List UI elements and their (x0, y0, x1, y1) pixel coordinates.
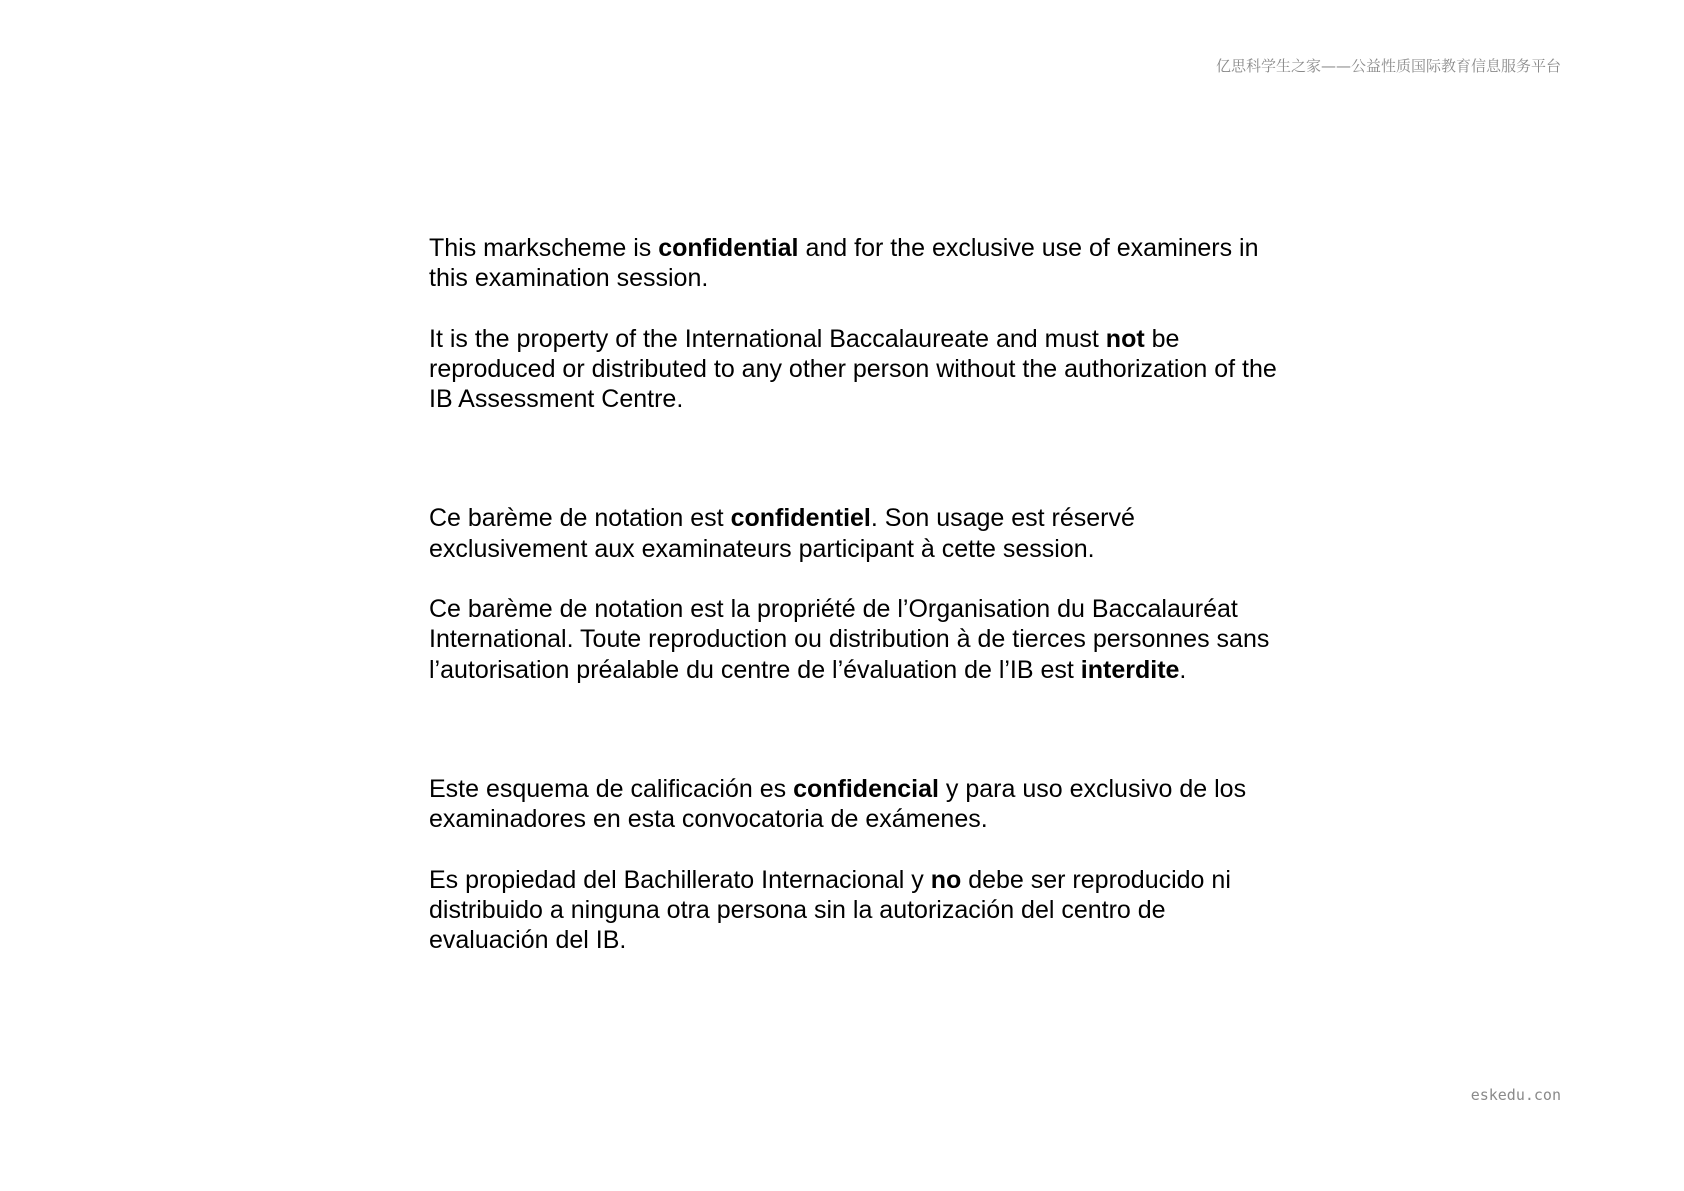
french-p1-text: Ce barème de notation est (429, 504, 731, 533)
french-p2-text: Ce barème de notation est la propriété de l’Organisation du Baccalauréat International. Toute reproduction ou distribution à de tierces personnes sans l’autorisation préalable du centre de l’évaluation de l’IB est (429, 595, 1270, 684)
english-p2-text: It is the property of the International Baccalaureate and must (429, 324, 1106, 353)
spanish-p1-text: Este esquema de calificación es (429, 774, 794, 803)
english-p1-text: This markscheme is (429, 234, 659, 262)
english-p1-emphasis: confidential (658, 234, 799, 262)
french-p2-text-end: . (1179, 655, 1187, 684)
spacer (429, 835, 1289, 865)
spacer (429, 564, 1289, 594)
header-watermark: 亿思科学生之家——公益性质国际教育信息服务平台 (1215, 57, 1561, 75)
spanish-p1-text-end: y para uso exclusivo de los examinadores en esta convocatoria de exámenes. (429, 774, 1247, 834)
spanish-property-paragraph (429, 865, 1289, 956)
confidentiality-notice (429, 233, 1289, 955)
french-p1-text-end: . Son usage est réservé exclusivement aux examinateurs participant à cette session. (429, 504, 1135, 563)
english-p2-emphasis: not (1105, 324, 1145, 353)
spanish-p1-emphasis: confidencial (793, 774, 939, 803)
spanish-p2-text-end: debe ser reproducido ni distribuido a ninguna otra persona sin la autorización del centro de evaluación del IB. (429, 865, 1231, 955)
french-confidential-paragraph (429, 503, 1289, 564)
footer-watermark: eskedu.con (1470, 1086, 1561, 1104)
french-p2-emphasis: interdite (1080, 655, 1180, 684)
english-p2-text-end: be reproduced or distributed to any other person without the authorization of the IB Assessment Centre. (429, 324, 1277, 414)
spanish-confidential-paragraph (429, 774, 1289, 835)
spanish-p2-emphasis: no (930, 865, 962, 894)
english-property-paragraph (429, 324, 1289, 415)
spacer (429, 685, 1289, 774)
english-p1-text-end: and for the exclusive use of examiners in this examination session. (429, 234, 1259, 293)
french-p1-emphasis: confidentiel (730, 504, 871, 533)
spacer (429, 294, 1289, 324)
spacer (429, 414, 1289, 503)
english-confidential-paragraph (429, 233, 1289, 294)
spanish-p2-text: Es propiedad del Bachillerato Internacional y (429, 865, 931, 894)
french-property-paragraph (429, 594, 1289, 685)
